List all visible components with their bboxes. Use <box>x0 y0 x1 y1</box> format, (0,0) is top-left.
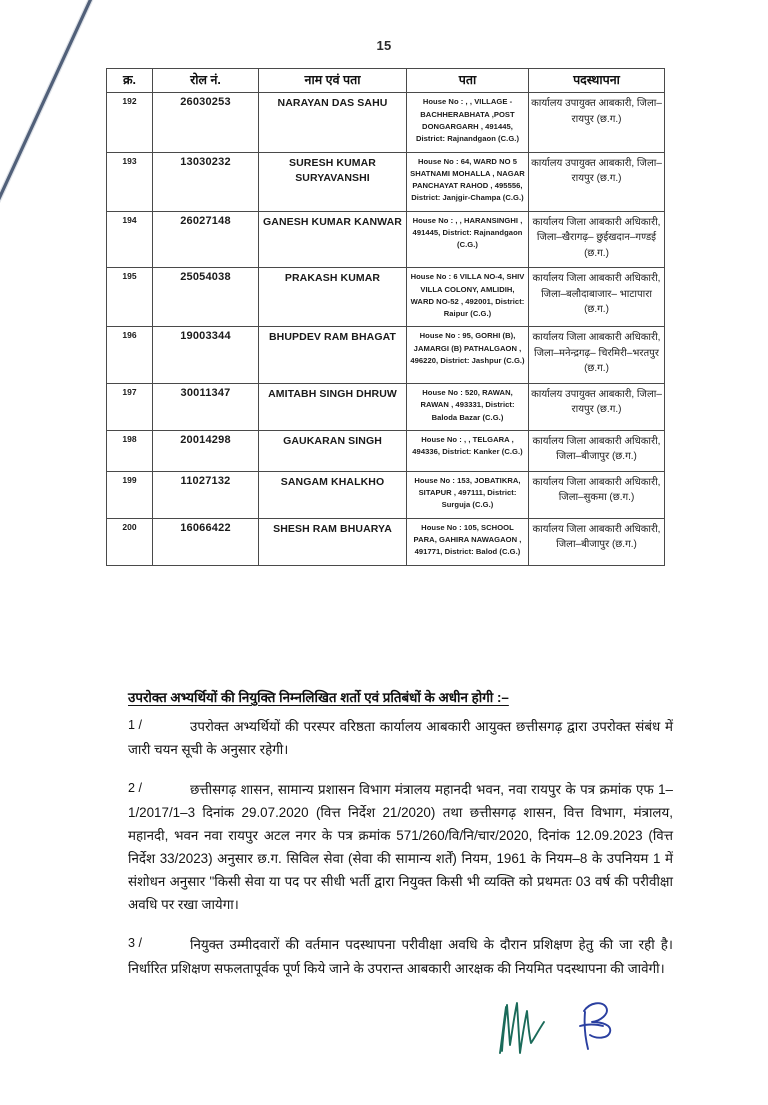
cell-address: House No : 95, GORHI (B), JAMARGI (B) PATHALGAON , 496220, District: Jashpur (C.G.) <box>407 327 529 384</box>
condition-text: उपरोक्त अभ्यर्थियों की परस्पर वरिष्ठता कार्यालय आबकारी आयुक्त छत्तीसगढ़ द्वारा उपरोक्त संबंध में जारी चयन सूची के अनुसार रहेगी। <box>128 719 673 758</box>
condition-number: 1 / <box>128 718 143 733</box>
scan-artifact-line <box>0 0 120 222</box>
table-row <box>107 327 665 384</box>
cell-posting: कार्यालय उपायुक्त आबकारी, जिला–रायपुर (छ.ग.) <box>529 93 665 152</box>
cell-candidate-name: SURESH KUMAR SURYAVANSHI <box>259 152 407 211</box>
column-header-posting: पदस्थापना <box>529 69 665 93</box>
cell-address: House No : 520, RAWAN, RAWAN , 493331, District: Baloda Bazar (C.G.) <box>407 383 529 430</box>
cell-candidate-name: PRAKASH KUMAR <box>259 268 407 327</box>
table-row <box>107 383 665 430</box>
cell-posting: कार्यालय जिला आबकारी अधिकारी, जिला–खैरागढ़– छुईखदान–गण्डई (छ.ग.) <box>529 211 665 268</box>
table-header <box>107 69 665 93</box>
cell-serial: 199 <box>107 471 153 518</box>
condition-number: 2 / <box>128 781 143 796</box>
cell-roll-number: 11027132 <box>153 471 259 518</box>
table-row <box>107 152 665 211</box>
condition-item <box>128 778 673 916</box>
cell-roll-number: 20014298 <box>153 430 259 471</box>
conditions-heading: उपरोक्त अभ्यर्थियों की नियुक्ति निम्नलिखित शर्तो एवं प्रतिबंधों के अधीन होगी :– <box>128 690 509 705</box>
cell-address: House No : 64, WARD NO 5 SHATNAMI MOHALLA , NAGAR PANCHAYAT RAHOD , 495556, District: Janjgir-Champa (C.G.) <box>407 152 529 211</box>
cell-posting: कार्यालय उपायुक्त आबकारी, जिला–रायपुर (छ.ग.) <box>529 152 665 211</box>
cell-address: House No : 105, SCHOOL PARA, GAHIRA NAWAGAON , 491771, District: Balod (C.G.) <box>407 518 529 565</box>
cell-candidate-name: SANGAM KHALKHO <box>259 471 407 518</box>
cell-address: House No : , , TELGARA , 494336, District: Kanker (C.G.) <box>407 430 529 471</box>
page-number: 15 <box>376 38 392 53</box>
candidate-roster-table <box>106 68 665 566</box>
table-row <box>107 268 665 327</box>
cell-posting: कार्यालय जिला आबकारी अधिकारी, जिला–बीजापुर (छ.ग.) <box>529 518 665 565</box>
cell-address: House No : , , HARANSINGHI , 491445, District: Rajnandgaon (C.G.) <box>407 211 529 268</box>
table-row <box>107 471 665 518</box>
cell-candidate-name: BHUPDEV RAM BHAGAT <box>259 327 407 384</box>
cell-posting: कार्यालय जिला आबकारी अधिकारी, जिला–बलौदाबाजार– भाटापारा (छ.ग.) <box>529 268 665 327</box>
cell-roll-number: 25054038 <box>153 268 259 327</box>
table-row <box>107 518 665 565</box>
condition-item <box>128 715 673 761</box>
cell-candidate-name: GAUKARAN SINGH <box>259 430 407 471</box>
signature-green <box>500 1003 544 1053</box>
cell-roll-number: 16066422 <box>153 518 259 565</box>
cell-candidate-name: GANESH KUMAR KANWAR <box>259 211 407 268</box>
cell-serial: 198 <box>107 430 153 471</box>
cell-address: House No : , , VILLAGE - BACHHERABHATA ,POST DONGARGARH , 491445, District: Rajnandgaon (C.G.) <box>407 93 529 152</box>
signature-block <box>486 995 676 1075</box>
cell-serial: 200 <box>107 518 153 565</box>
candidate-roster-table-container <box>106 68 664 566</box>
cell-address: House No : 6 VILLA NO-4, SHIV VILLA COLONY, AMLIDIH, WARD NO-52 , 492001, District: Raipur (C.G.) <box>407 268 529 327</box>
conditions-list <box>128 715 673 979</box>
condition-number: 3 / <box>128 936 143 951</box>
condition-text: नियुक्त उम्मीदवारों की वर्तमान पदस्थापना परीवीक्षा अवधि के दौरान प्रशिक्षण हेतु की जा रही है। निर्धारित प्रशिक्षण सफलतापूर्वक पूर्ण किये जाने के उपरान्त आबकारी आरक्षक की नियमित पदस्थापना की जावेगी। <box>128 937 673 976</box>
cell-serial: 197 <box>107 383 153 430</box>
column-header-roll-number: रोल नं. <box>153 69 259 93</box>
table-row <box>107 93 665 152</box>
column-header-address: पता <box>407 69 529 93</box>
signature-blue <box>580 1003 610 1049</box>
cell-serial: 196 <box>107 327 153 384</box>
cell-posting: कार्यालय जिला आबकारी अधिकारी, जिला–सुकमा (छ.ग.) <box>529 471 665 518</box>
cell-candidate-name: AMITABH SINGH DHRUW <box>259 383 407 430</box>
cell-roll-number: 26027148 <box>153 211 259 268</box>
cell-roll-number: 19003344 <box>153 327 259 384</box>
cell-roll-number: 26030253 <box>153 93 259 152</box>
cell-candidate-name: NARAYAN DAS SAHU <box>259 93 407 152</box>
condition-item <box>128 933 673 979</box>
cell-roll-number: 13030232 <box>153 152 259 211</box>
column-header-serial: क्र. <box>107 69 153 93</box>
cell-roll-number: 30011347 <box>153 383 259 430</box>
conditions-section <box>128 688 673 997</box>
cell-serial: 195 <box>107 268 153 327</box>
cell-posting: कार्यालय जिला आबकारी अधिकारी, जिला–मनेन्द्रगढ़– चिरमिरी–भरतपुर (छ.ग.) <box>529 327 665 384</box>
table-row <box>107 211 665 268</box>
column-header-name-and-address: नाम एवं पता <box>259 69 407 93</box>
cell-candidate-name: SHESH RAM BHUARYA <box>259 518 407 565</box>
cell-serial: 194 <box>107 211 153 268</box>
condition-text: छत्तीसगढ़ शासन, सामान्य प्रशासन विभाग मंत्रालय महानदी भवन, नवा रायपुर के पत्र क्रमांक एफ 1–1/2017/1–3 दिनांक 29.07.2020 (वित्त निर्देश 21/2020) तथा छत्तीसगढ़ शासन, वित्त विभाग, मंत्रालय, महानदी, भवन नवा रायपुर अटल नगर के पत्र क्रमांक 571/260/वि/नि/चार/2020, दिनांक 12.09.2023 (वित्त निर्देश 33/2023) अनुसार छ.ग. सिविल सेवा (सेवा की सामान्य शर्तें) नियम, 1961 के नियम–8 के उपनियम 1 में संशोधन अनुसार "किसी सेवा या पद पर सीधी भर्ती द्वारा नियुक्त किसी भी व्यक्ति को प्रथमतः 03 वर्ष की परीवीक्षा अवधि पर रखा जायेगा। <box>128 782 673 913</box>
cell-serial: 193 <box>107 152 153 211</box>
table-header-row <box>107 69 665 93</box>
table-row <box>107 430 665 471</box>
cell-posting: कार्यालय उपायुक्त आबकारी, जिला–रायपुर (छ.ग.) <box>529 383 665 430</box>
cell-serial: 192 <box>107 93 153 152</box>
cell-address: House No : 153, JOBATIKRA, SITAPUR , 497111, District: Surguja (C.G.) <box>407 471 529 518</box>
cell-posting: कार्यालय जिला आबकारी अधिकारी, जिला–बीजापुर (छ.ग.) <box>529 430 665 471</box>
table-body <box>107 93 665 565</box>
